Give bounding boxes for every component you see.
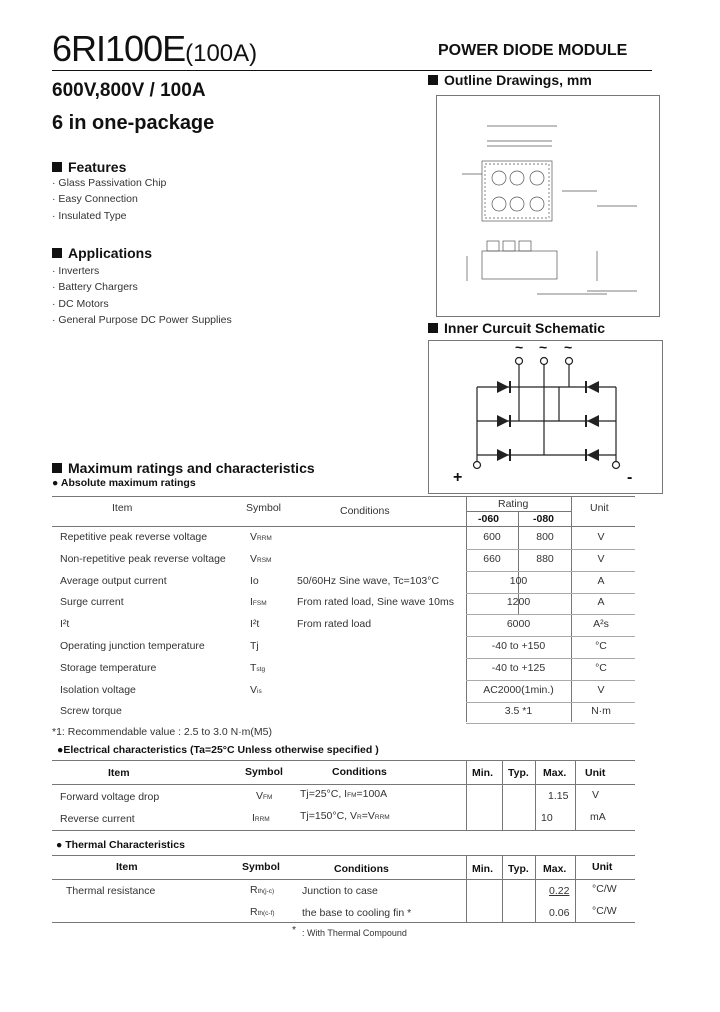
electrical-heading xyxy=(57,744,379,756)
list-item: · General Purpose DC Power Supplies xyxy=(52,313,232,326)
header-divider xyxy=(52,70,652,71)
max-row-rating-080: 800 xyxy=(536,531,554,543)
elec-row-unit: mA xyxy=(590,811,606,823)
max-row-unit: °C xyxy=(595,661,607,674)
max-row-symbol: Vis xyxy=(250,683,262,696)
max-row-rating-080: 880 xyxy=(536,552,554,565)
max-row-unit: A²s xyxy=(593,618,609,631)
part-number: 6RI100E xyxy=(52,28,186,69)
max-row-symbol: Io xyxy=(250,574,259,587)
square-bullet-icon xyxy=(52,248,62,258)
thermal-row-symbol: Rth(c-f) xyxy=(250,906,275,918)
list-item: · Glass Passivation Chip xyxy=(52,177,167,189)
max-row-rating: 3.5 *1 xyxy=(504,705,533,718)
thermal-header-unit: Unit xyxy=(592,861,613,873)
diode-icon xyxy=(587,449,599,461)
max-row-item: Non-repetitive peak reverse voltage xyxy=(60,552,226,565)
thermal-row-unit: °C/W xyxy=(592,905,617,917)
thermal-footnote: : With Thermal Compound xyxy=(302,928,407,938)
table-rule xyxy=(52,760,635,761)
max-row-unit: A xyxy=(597,574,605,587)
elec-row-max: 1.15 xyxy=(548,790,569,802)
elec-header-typ: Typ. xyxy=(508,767,529,779)
col-header-080: -080 xyxy=(533,513,555,525)
schematic-title: Inner Curcuit Schematic xyxy=(444,320,606,336)
max-row-conditions: From rated load xyxy=(297,618,372,631)
max-row-unit: A xyxy=(597,596,605,609)
diode-icon xyxy=(587,381,599,393)
table-rule xyxy=(52,855,635,856)
features-title: Features xyxy=(68,159,127,175)
square-bullet-icon xyxy=(428,75,438,85)
max-row-unit: N·m xyxy=(591,705,611,718)
list-item: · Inverters xyxy=(52,265,100,277)
table-rule xyxy=(466,614,635,615)
thermal-header-item: Item xyxy=(116,861,138,873)
applications-list xyxy=(52,263,232,328)
table-rule xyxy=(466,702,635,703)
table-rule xyxy=(52,922,635,923)
thermal-header-max: Max. xyxy=(543,863,567,875)
minus-terminal-label: - xyxy=(627,469,633,486)
table-rule xyxy=(535,855,536,922)
max-row-item: Repetitive peak reverse voltage xyxy=(60,531,208,543)
max-row-rating: 1200 xyxy=(506,596,531,609)
max-row-conditions: 50/60Hz Sine wave, Tc=103°C xyxy=(297,574,440,587)
bullet-dot-icon: ● xyxy=(56,839,66,851)
applications-title: Applications xyxy=(68,245,153,261)
max-row-unit: V xyxy=(597,552,605,565)
thermal-row-unit: °C/W xyxy=(592,883,617,895)
max-row-symbol: Tstg xyxy=(250,661,266,674)
thermal-header-symbol: Symbol xyxy=(242,861,280,873)
max-row-item: Average output current xyxy=(60,574,167,587)
table-rule xyxy=(466,723,635,724)
elec-header-unit: Unit xyxy=(585,767,606,779)
table-rule xyxy=(466,593,635,594)
elec-header-conditions: Conditions xyxy=(332,766,387,778)
max-row-conditions: From rated load, Sine wave 10ms xyxy=(297,596,454,609)
ac-terminal-3: ~ xyxy=(564,339,573,355)
table-rule xyxy=(575,760,576,830)
thermal-row-max: 0.22 xyxy=(549,885,570,897)
elec-row-item: Reverse current xyxy=(60,813,135,825)
square-bullet-icon xyxy=(52,463,62,473)
bullet-dot-icon: ● xyxy=(52,477,61,489)
thermal-title: Thermal Characteristics xyxy=(65,839,185,851)
thermal-row-conditions: Junction to case xyxy=(302,885,378,897)
table-rule xyxy=(502,855,503,922)
table-rule xyxy=(52,784,635,785)
max-row-item: Surge current xyxy=(60,596,124,609)
elec-header-item: Item xyxy=(108,767,130,779)
table-rule xyxy=(466,636,635,637)
max-row-symbol: VRSM xyxy=(250,552,272,565)
elec-header-min: Min. xyxy=(472,767,493,779)
max-row-rating: 6000 xyxy=(506,618,531,631)
bullet-dot-icon: ● xyxy=(57,744,64,756)
ac-terminal-1: ~ xyxy=(515,339,524,355)
elec-row-conditions: Tj=25°C, IFM=100A xyxy=(300,788,388,800)
diode-icon xyxy=(497,449,509,461)
table-rule xyxy=(466,680,635,681)
list-item: · Battery Chargers xyxy=(52,281,138,294)
max-row-symbol: Tj xyxy=(250,640,259,652)
thermal-row-item: Thermal resistance xyxy=(66,885,156,897)
square-bullet-icon xyxy=(428,323,438,333)
col-header-symbol: Symbol xyxy=(246,502,282,514)
outline-heading xyxy=(428,72,592,88)
elec-row-conditions: Tj=150°C, VR=VRRM xyxy=(300,810,390,822)
elec-row-symbol: IRRM xyxy=(252,812,270,824)
elec-row-unit: V xyxy=(592,789,600,801)
max-row-item: Screw torque xyxy=(60,705,122,718)
col-header-rating: Rating xyxy=(498,498,529,510)
square-bullet-icon xyxy=(52,162,62,172)
table-rule xyxy=(502,760,503,830)
max-row-item: Isolation voltage xyxy=(60,683,136,696)
thermal-row-max: 0.06 xyxy=(549,907,570,919)
table-rule xyxy=(535,760,536,830)
max-row-rating-060: 660 xyxy=(483,552,501,565)
max-row-rating: -40 to +150 xyxy=(491,640,546,652)
abs-max-subheading xyxy=(52,477,196,489)
max-ratings-title: Maximum ratings and characteristics xyxy=(68,460,315,476)
thermal-header-min: Min. xyxy=(472,863,493,875)
table-rule xyxy=(52,830,635,831)
max-row-rating: AC2000(1min.) xyxy=(483,683,554,696)
max-row-item: Storage temperature xyxy=(60,661,157,674)
thermal-row-conditions: the base to cooling fin * xyxy=(302,907,412,919)
diode-icon xyxy=(497,415,509,427)
package-type: 6 in one-package xyxy=(52,112,215,134)
abs-max-subtitle: Absolute maximum ratings xyxy=(60,477,196,489)
table-rule xyxy=(466,855,467,922)
col-header-060: -060 xyxy=(478,513,500,525)
elec-row-max: 10 xyxy=(541,812,553,824)
thermal-header-conditions: Conditions xyxy=(334,863,389,875)
thermal-footnote-mark: * xyxy=(292,924,297,936)
inner-circuit-schematic xyxy=(428,340,663,494)
features-heading xyxy=(52,159,126,175)
list-item: · Insulated Type xyxy=(52,209,127,222)
voltage-current-rating: 600V,800V / 100A xyxy=(52,80,206,101)
outline-title: Outline Drawings, mm xyxy=(444,72,592,88)
part-number-heading xyxy=(52,28,257,70)
document-type: POWER DIODE MODULE xyxy=(438,42,628,59)
elec-header-symbol: Symbol xyxy=(245,766,283,778)
table-rule xyxy=(575,855,576,922)
elec-row-item: Forward voltage drop xyxy=(60,791,160,803)
max-row-symbol: IFSM xyxy=(250,596,267,609)
col-header-conditions: Conditions xyxy=(340,505,390,517)
max-row-symbol: I²t xyxy=(250,618,260,631)
torque-footnote: *1: Recommendable value : 2.5 to 3.0 N·m(M5) xyxy=(52,726,273,738)
outline-drawing xyxy=(436,95,660,317)
part-current-rating: (100A) xyxy=(185,40,258,67)
elec-header-max: Max. xyxy=(543,767,567,779)
thermal-header-typ: Typ. xyxy=(508,863,529,875)
table-rule xyxy=(466,760,467,830)
diode-icon xyxy=(587,415,599,427)
max-row-symbol: VRRM xyxy=(250,531,272,543)
max-ratings-heading xyxy=(52,460,315,476)
outline-drawing-figure xyxy=(437,96,659,316)
thermal-row-symbol: Rth(j-c) xyxy=(250,884,275,896)
max-row-item: Operating junction temperature xyxy=(60,640,205,652)
electrical-title: Electrical characteristics (Ta=25°C Unless otherwise specified ) xyxy=(63,744,379,756)
max-row-unit: °C xyxy=(595,640,607,652)
list-item: · DC Motors xyxy=(52,297,109,310)
col-header-unit: Unit xyxy=(590,502,609,514)
ac-terminal-2: ~ xyxy=(539,339,548,355)
col-header-item: Item xyxy=(112,502,133,514)
max-row-rating: 100 xyxy=(509,574,528,587)
table-rule xyxy=(466,658,635,659)
max-row-rating-060: 600 xyxy=(483,531,501,543)
elec-row-symbol: VFM xyxy=(256,790,273,802)
table-rule xyxy=(466,549,635,550)
max-row-unit: V xyxy=(597,531,605,543)
schematic-heading xyxy=(428,320,605,336)
table-rule xyxy=(466,571,635,572)
applications-heading xyxy=(52,245,152,261)
plus-terminal-label: + xyxy=(453,469,463,486)
table-rule xyxy=(52,879,635,880)
table-rule xyxy=(52,526,635,527)
max-row-unit: V xyxy=(597,683,605,696)
diode-icon xyxy=(497,381,509,393)
thermal-heading xyxy=(56,839,185,851)
list-item: · Easy Connection xyxy=(52,193,138,206)
max-row-item: I²t xyxy=(60,618,70,631)
table-rule xyxy=(52,496,635,497)
features-list xyxy=(52,175,166,224)
max-row-rating: -40 to +125 xyxy=(491,661,546,674)
